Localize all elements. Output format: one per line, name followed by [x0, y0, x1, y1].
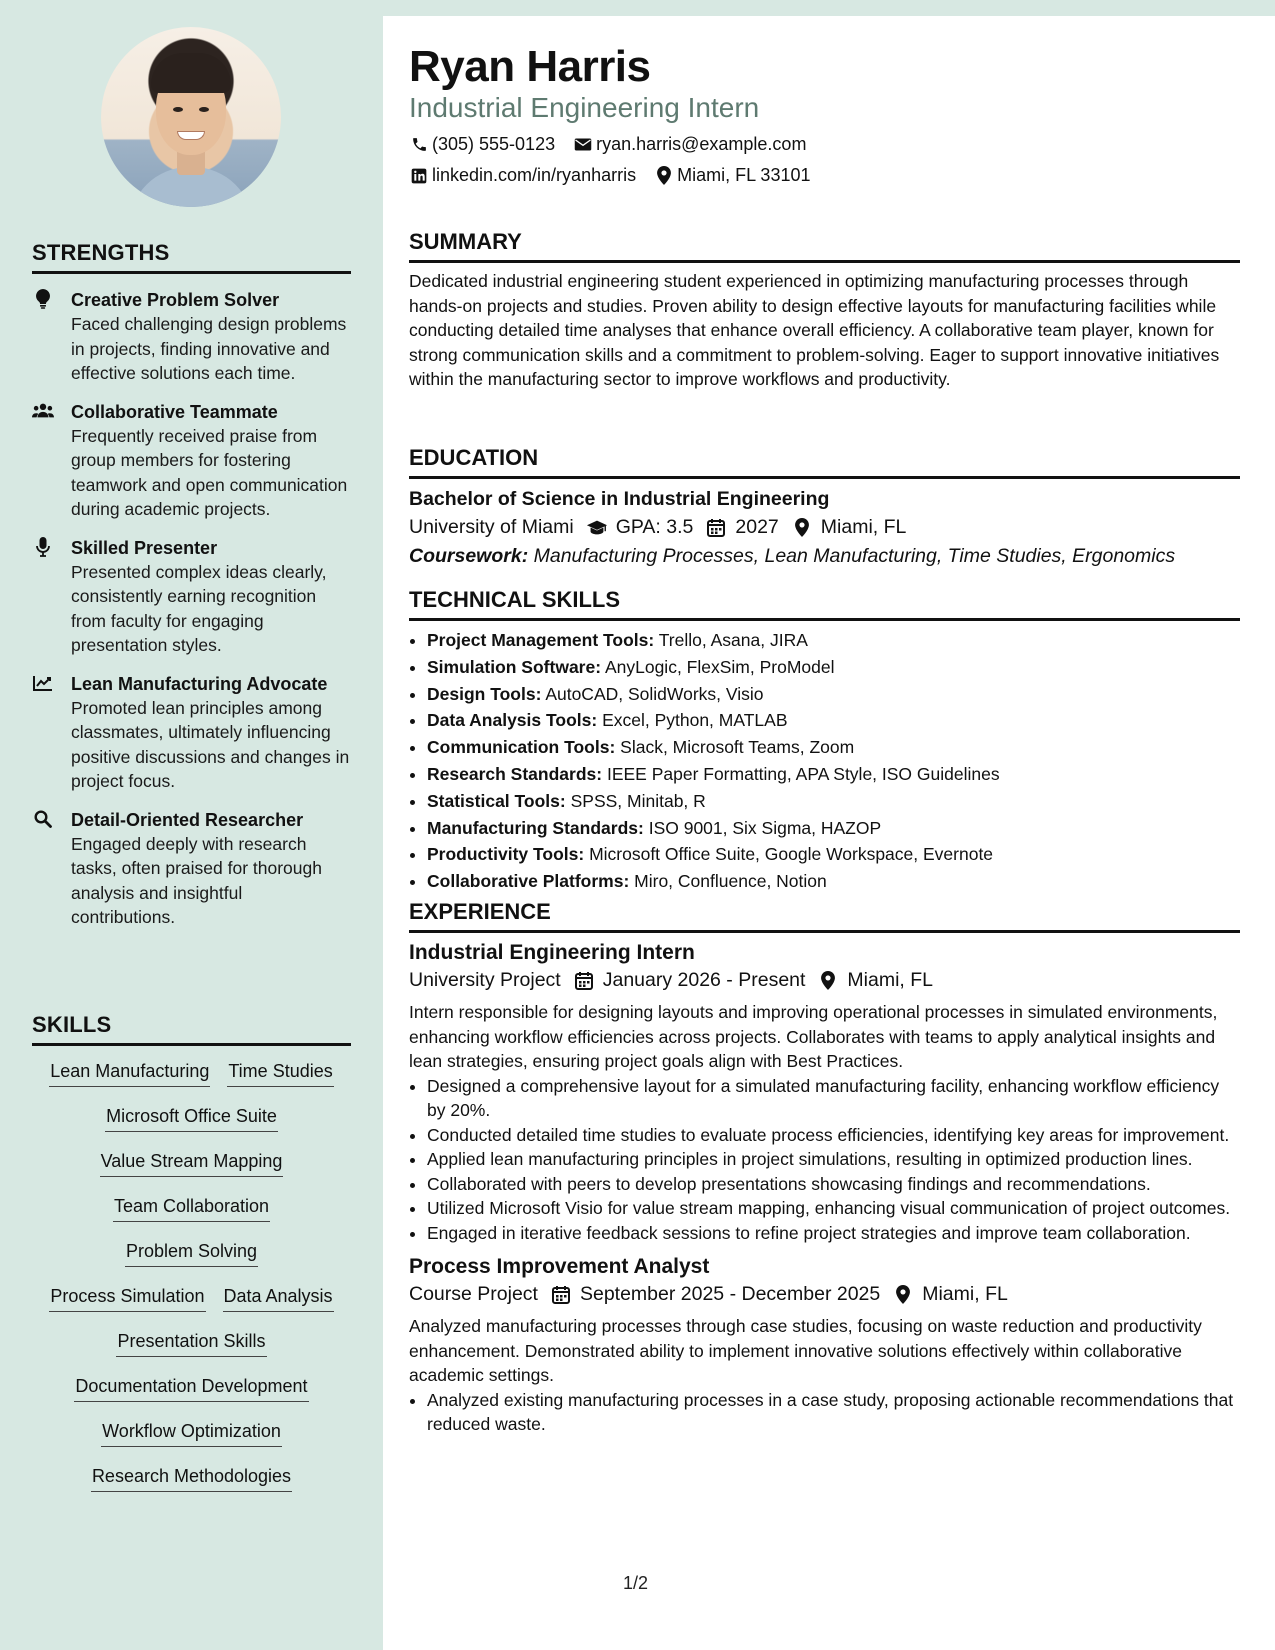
sidebar — [0, 0, 383, 1650]
technical-skill-item — [427, 654, 1240, 681]
technical-skills-heading: TECHNICAL SKILLS — [409, 587, 1240, 621]
map-pin-icon — [817, 970, 839, 992]
skill-tag: Presentation Skills — [116, 1329, 266, 1357]
technical-skill-label: Project Management Tools: — [427, 630, 655, 650]
job-bullets — [409, 1074, 1240, 1246]
experience-section — [409, 899, 1240, 1437]
calendar-icon — [705, 517, 727, 539]
technical-skill-value: Slack, Microsoft Teams, Zoom — [620, 737, 855, 758]
lightbulb-icon — [32, 289, 54, 309]
skill-tag: Team Collaboration — [113, 1194, 270, 1222]
linkedin-item — [409, 165, 636, 186]
graduation-cap-icon — [586, 517, 608, 539]
job-location: Miami, FL — [922, 1283, 1008, 1305]
technical-skill-value: ISO 9001, Six Sigma, HAZOP — [648, 817, 882, 838]
summary-heading: SUMMARY — [409, 229, 1240, 263]
email-text: ryan.harris@example.com — [596, 134, 807, 154]
technical-skill-label: Communication Tools: — [427, 737, 616, 758]
technical-skill-item — [427, 681, 1240, 708]
page-number: 1/2 — [623, 1573, 649, 1593]
chart-line-icon — [32, 673, 54, 693]
experience-heading: EXPERIENCE — [409, 899, 1240, 933]
strengths-heading: STRENGTHS — [32, 240, 351, 274]
coursework-label: Coursework: — [409, 545, 529, 567]
calendar-icon — [573, 970, 595, 992]
users-icon — [32, 401, 54, 421]
summary-section — [409, 229, 1240, 392]
technical-skill-item — [427, 815, 1240, 842]
skills-row — [32, 1329, 351, 1374]
strength-description: Frequently received praise from group members for fostering teamwork and open communication during academic projects. — [71, 425, 348, 519]
technical-skill-value: IEEE Paper Formatting, APA Style, ISO Guidelines — [606, 763, 1000, 784]
candidate-name: Ryan Harris — [409, 42, 651, 91]
microphone-icon — [32, 537, 54, 557]
job-description: Analyzed manufacturing processes through case studies, focusing on waste reduction and productivity enhancement. Demonstrated ability to implement innovative solutions effectively within collaborative academic settings. — [409, 1316, 1202, 1385]
skills-row — [32, 1194, 351, 1239]
map-pin-icon — [791, 517, 813, 539]
job-bullet: • Engaged in iterative feedback sessions to refine project strategies and improve team collaboration. — [427, 1221, 1240, 1246]
strength-title: Skilled Presenter — [71, 537, 218, 558]
strength-item — [32, 400, 351, 522]
technical-skill-item — [427, 707, 1240, 734]
linkedin-icon — [409, 166, 429, 186]
skill-tag: Problem Solving — [125, 1239, 258, 1267]
strength-description: Engaged deeply with research tasks, often praised for thorough analysis and insightful contributions. — [71, 833, 322, 927]
strength-description: Faced challenging design problems in projects, finding innovative and effective solutions each time. — [71, 314, 347, 383]
technical-skills-list — [409, 627, 1240, 895]
job-details — [409, 1283, 1240, 1306]
skills-row — [32, 1239, 351, 1284]
skill-tag: Microsoft Office Suite — [105, 1104, 278, 1132]
strength-title: Creative Problem Solver — [71, 290, 280, 310]
strength-item — [32, 536, 351, 658]
job-description: Intern responsible for designing layouts and improving operational processes in simulated environments, enhancing workflow efficiencies across projects. Collaborates with teams to apply analytical insights and lean strategies, ensuring project goals align with Best Practices. — [409, 1002, 1218, 1071]
skills-heading: SKILLS — [32, 1012, 351, 1046]
skill-tag: Value Stream Mapping — [100, 1149, 284, 1177]
job-bullet: • Designed a comprehensive layout for a simulated manufacturing facility, enhancing workflow efficiency by 20%. — [427, 1074, 1240, 1123]
strength-description: Promoted lean principles among classmates, ultimately influencing positive discussions and changes in project focus. — [71, 697, 350, 791]
location-item — [654, 165, 810, 186]
technical-skill-item — [427, 627, 1240, 654]
technical-skill-value: AnyLogic, FlexSim, ProModel — [604, 656, 835, 677]
coursework-text: Manufacturing Processes, Lean Manufacturing, Time Studies, Ergonomics — [533, 545, 1176, 567]
job-title: Industrial Engineering Intern — [409, 941, 695, 964]
skill-tag: Documentation Development — [74, 1374, 308, 1402]
skills-row — [32, 1149, 351, 1194]
strength-item — [32, 808, 351, 930]
technical-skill-label: Productivity Tools: — [427, 844, 585, 865]
phone-icon — [409, 135, 429, 155]
technical-skill-value: Trello, Asana, JIRA — [658, 630, 808, 650]
skill-tag: Process Simulation — [49, 1284, 205, 1312]
location-text: Miami, FL 33101 — [677, 165, 811, 185]
job-bullet: • Conducted detailed time studies to evaluate process efficiencies, identifying key areas for improvement. — [427, 1123, 1240, 1148]
gpa: GPA: 3.5 — [615, 516, 694, 538]
technical-skill-value: AutoCAD, SolidWorks, Visio — [545, 683, 764, 704]
technical-skill-value: Excel, Python, MATLAB — [602, 710, 788, 731]
skill-tag: Time Studies — [227, 1059, 333, 1087]
job-bullets — [409, 1388, 1240, 1437]
strength-item — [32, 672, 351, 794]
profile-photo — [101, 27, 281, 207]
grad-year: 2027 — [735, 516, 779, 538]
degree: Bachelor of Science in Industrial Engineering — [409, 488, 830, 510]
phone-text: (305) 555-0123 — [432, 134, 556, 154]
skills-row — [32, 1374, 351, 1419]
skill-tag: Workflow Optimization — [101, 1419, 282, 1447]
envelope-icon — [573, 135, 593, 155]
skills-row — [32, 1464, 351, 1509]
technical-skill-item — [427, 761, 1240, 788]
technical-skill-item — [427, 868, 1240, 895]
skill-tag: Data Analysis — [223, 1284, 334, 1312]
linkedin-text: linkedin.com/in/ryanharris — [432, 165, 637, 185]
technical-skill-label: Design Tools: — [427, 683, 542, 704]
skills-row — [32, 1419, 351, 1464]
technical-skill-item — [427, 734, 1240, 761]
job-details — [409, 969, 1240, 992]
technical-skill-item — [427, 788, 1240, 815]
job-title: Process Improvement Analyst — [409, 1255, 710, 1278]
summary-text: Dedicated industrial engineering student experienced in optimizing manufacturing processes through hands-on projects and studies. Proven ability to design effective layouts for manufacturing facilities while conducting detailed time analyses that enhance overall efficiency. A collaborative team player, known for strong communication skills and a commitment to problem-solving. Eager to support innovative initiatives within the manufacturing sector to improve workflows and productivity. — [409, 271, 1220, 389]
strength-item — [32, 288, 351, 386]
skills-row — [32, 1059, 351, 1104]
technical-skill-label: Manufacturing Standards: — [427, 817, 644, 838]
job-dates: September 2025 - December 2025 — [579, 1283, 881, 1305]
strength-title: Detail-Oriented Researcher — [71, 809, 304, 830]
education-section — [409, 445, 1240, 568]
technical-skill-label: Data Analysis Tools: — [427, 710, 598, 731]
skills-row — [32, 1104, 351, 1149]
candidate-role: Industrial Engineering Intern — [409, 92, 760, 123]
phone-item — [409, 134, 555, 155]
technical-skill-label: Statistical Tools: — [427, 790, 566, 811]
job-bullet: • Analyzed existing manufacturing processes in a case study, proposing actionable recommendations that reduced waste. — [427, 1388, 1240, 1437]
calendar-icon — [550, 1284, 572, 1306]
school-name: University of Miami — [409, 516, 574, 538]
job-entry — [409, 1255, 1240, 1437]
job-bullet: • Utilized Microsoft Visio for value stream mapping, enhancing visual communication of project outcomes. — [427, 1196, 1240, 1221]
email-item — [573, 134, 806, 155]
skills-list — [32, 1059, 351, 1509]
technical-skill-label: Simulation Software: — [427, 656, 602, 677]
technical-skill-label: Research Standards: — [427, 763, 603, 784]
job-bullet: • Collaborated with peers to develop presentations showcasing findings and recommendations. — [427, 1172, 1240, 1197]
strength-description: Presented complex ideas clearly, consistently earning recognition from faculty for engaging presentation styles. — [71, 561, 327, 655]
strengths-section — [32, 240, 351, 930]
map-pin-icon — [654, 166, 674, 186]
technical-skill-value: Miro, Confluence, Notion — [634, 871, 827, 892]
strength-title: Lean Manufacturing Advocate — [71, 673, 328, 694]
job-organization: University Project — [409, 969, 561, 991]
technical-skill-value: Microsoft Office Suite, Google Workspace, Evernote — [589, 844, 994, 865]
technical-skills-section — [409, 587, 1240, 895]
map-pin-icon — [892, 1284, 914, 1306]
skill-tag: Lean Manufacturing — [49, 1059, 210, 1087]
main-content — [383, 16, 1275, 1650]
job-entry — [409, 941, 1240, 1245]
strength-title: Collaborative Teammate — [71, 401, 278, 422]
skill-tag: Research Methodologies — [91, 1464, 292, 1492]
job-location: Miami, FL — [847, 969, 934, 991]
contact-row-1 — [409, 134, 824, 155]
skills-row — [32, 1284, 351, 1329]
coursework — [409, 545, 1240, 568]
education-details — [409, 516, 1240, 539]
search-icon — [32, 809, 54, 829]
job-dates: January 2026 - Present — [602, 969, 806, 991]
skills-section — [32, 1012, 351, 1509]
technical-skill-label: Collaborative Platforms: — [427, 871, 630, 892]
education-heading: EDUCATION — [409, 445, 1240, 479]
school-location: Miami, FL — [820, 516, 907, 538]
technical-skill-value: SPSS, Minitab, R — [570, 790, 706, 811]
contact-row-2 — [409, 165, 829, 186]
technical-skill-item — [427, 841, 1240, 868]
job-bullet: • Applied lean manufacturing principles in project simulations, resulting in optimized production lines. — [427, 1147, 1240, 1172]
job-organization: Course Project — [409, 1283, 538, 1305]
